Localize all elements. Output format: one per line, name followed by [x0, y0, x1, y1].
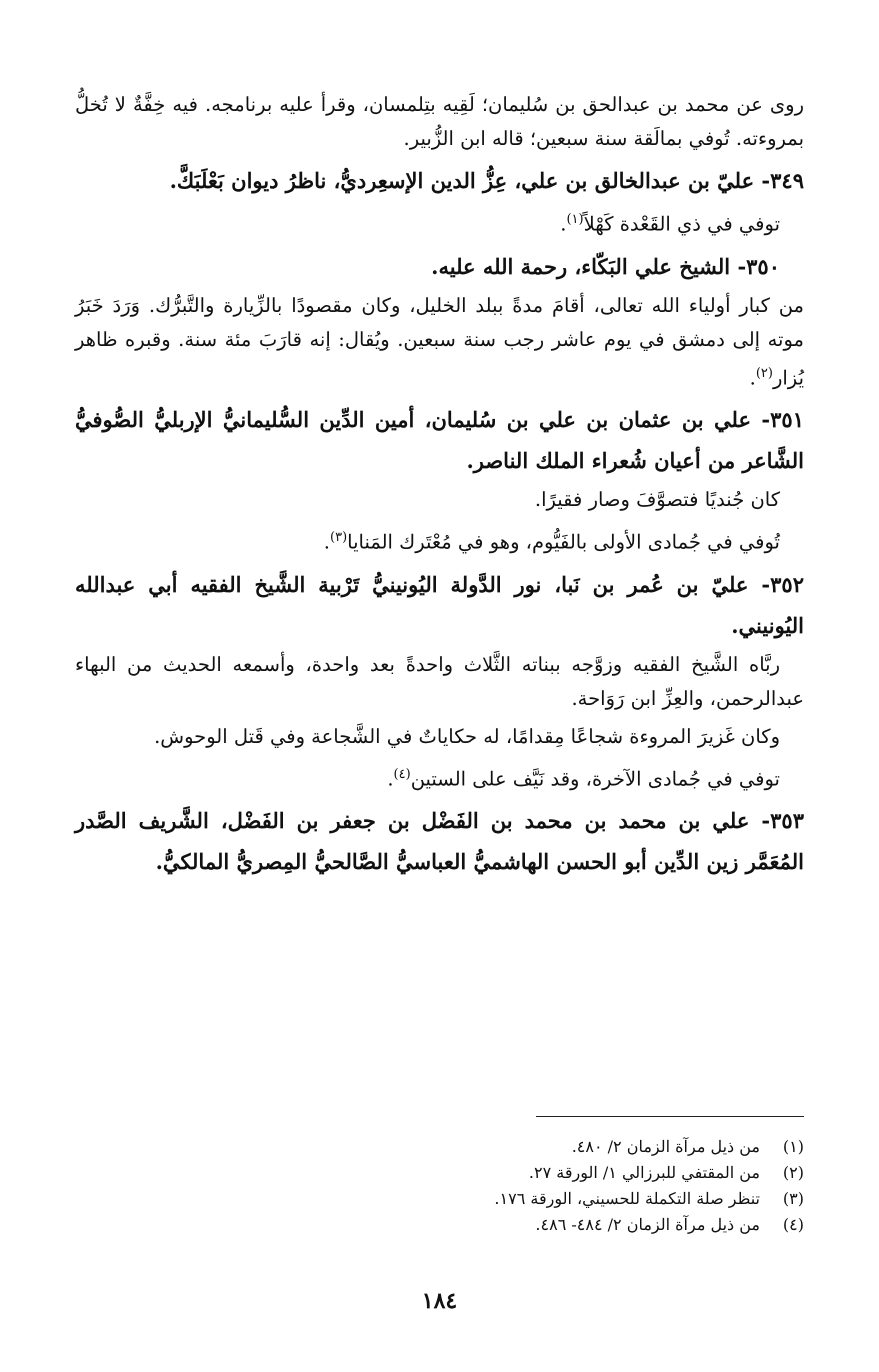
paragraph: روى عن محمد بن عبدالحق بن سُليمان؛ لَقِيه بتِلمسان، وقرأ عليه برنامجه. فيه خِفَّةٌ لا تُخلُّ بمروءته. تُوفي بمالَقة سنة سبعين؛ قاله ابن الزُّبير. [75, 93, 804, 150]
footnote-ref[interactable]: (٢) [755, 365, 773, 381]
paragraph: وكان غَزيرَ المروءة شجاعًا مِقدامًا، له حكاياتٌ في الشَّجاعة وفي قَتل الوحوش. [154, 724, 780, 748]
paragraph: كان جُنديًا فتصوَّفَ وصار فقيرًا. [534, 488, 780, 511]
footnote-ref[interactable]: (١) [566, 212, 584, 227]
footnote-number: (٤) [782, 1215, 804, 1234]
entry-heading-350: ٣٥٠- الشيخ علي البَكّاء، رحمة الله عليه. [431, 253, 780, 279]
footnote-number: (٣) [782, 1189, 804, 1208]
footnote-text: تنظر صلة التكملة للحسيني، الورقة ١٧٦. [494, 1189, 760, 1208]
entry-heading-349: ٣٤٩- عليّ بن عبدالخالق بن علي، عِزُّ الدين الإسعِرديُّ، ناظرُ ديوان بَعْلَبَكَّ. [169, 168, 804, 193]
footnote-ref[interactable]: (٣) [330, 530, 348, 545]
footnote-item [75, 1186, 804, 1212]
paragraph: توفي في جُمادى الآخرة، وقد نَيَّف على الستين$^{(٤)}$. [387, 766, 780, 790]
page-number: ١٨٤ [421, 1288, 458, 1314]
paragraph: تُوفي في جُمادى الأولى بالفَيُّوم، وهو في مُعْتَرك المَنايا$^{(٣)}$. [323, 530, 780, 554]
footnote-text: من المقتفي للبرزالي ١/ الورقة ٢٧. [528, 1163, 760, 1182]
footnote-item [75, 1134, 804, 1160]
paragraph: من كبار أولياء الله تعالى، أقامَ مدةً ببلد الخليل، وكان مقصودًا بالزِّيارة والتَّبرُّك. وَرَدَ خَبَرُ موته إلى دمشق في يوم عاشر رجب سنة سبعين. ويُقال: إنه قارَبَ مئة سنة. وقبره ظاهر يُزار$^{(٢)}$. [75, 293, 804, 389]
footnote-item [75, 1212, 804, 1238]
footnote-text: من ذيل مرآة الزمان ٢/ ٤٨٠. [571, 1137, 760, 1156]
page-body [75, 88, 804, 884]
footnote-text: من ذيل مرآة الزمان ٢/ ٤٨٤- ٤٨٦. [535, 1215, 760, 1234]
footnote-number: (٢) [782, 1163, 804, 1182]
footnote-number: (١) [782, 1137, 804, 1156]
footnote-ref[interactable]: (٤) [393, 766, 411, 782]
entry-heading-353: ٣٥٣- علي بن محمد بن محمد بن الفَضْل بن جعفر بن الفَضْل، الشَّريف الصَّدر المُعَمَّر زين الدِّين أبو الحسن الهاشميُّ العباسيُّ الصَّالحيُّ المِصريُّ المالكيُّ. [75, 808, 804, 874]
paragraph: ربَّاه الشَّيخ الفقيه وزوَّجه ببناته الثَّلاث واحدةً بعد واحدة، وأسمعه الحديث من البهاء عبدالرحمن، والعِزِّ ابن رَوَاحة. [75, 652, 804, 710]
footnote-divider [536, 1116, 804, 1117]
footnotes [75, 1134, 804, 1238]
entry-heading-352: ٣٥٢- عليّ بن عُمر بن نَبا، نور الدَّولة اليُونينيُّ تَرْبية الشَّيخ الفقيه أبي عبدالله اليُونيني. [75, 571, 804, 638]
footnote-item [75, 1160, 804, 1186]
entry-heading-351: ٣٥١- علي بن عثمان بن علي بن سُليمان، أمين الدِّين السُّليمانيُّ الإربليُّ الصُّوفيُّ الشَّاعر من أعيان شُعراء الملك الناصر. [75, 407, 804, 473]
paragraph: توفي في ذي القَعْدة كَهْلاً$^{(١)}$. [560, 212, 780, 236]
